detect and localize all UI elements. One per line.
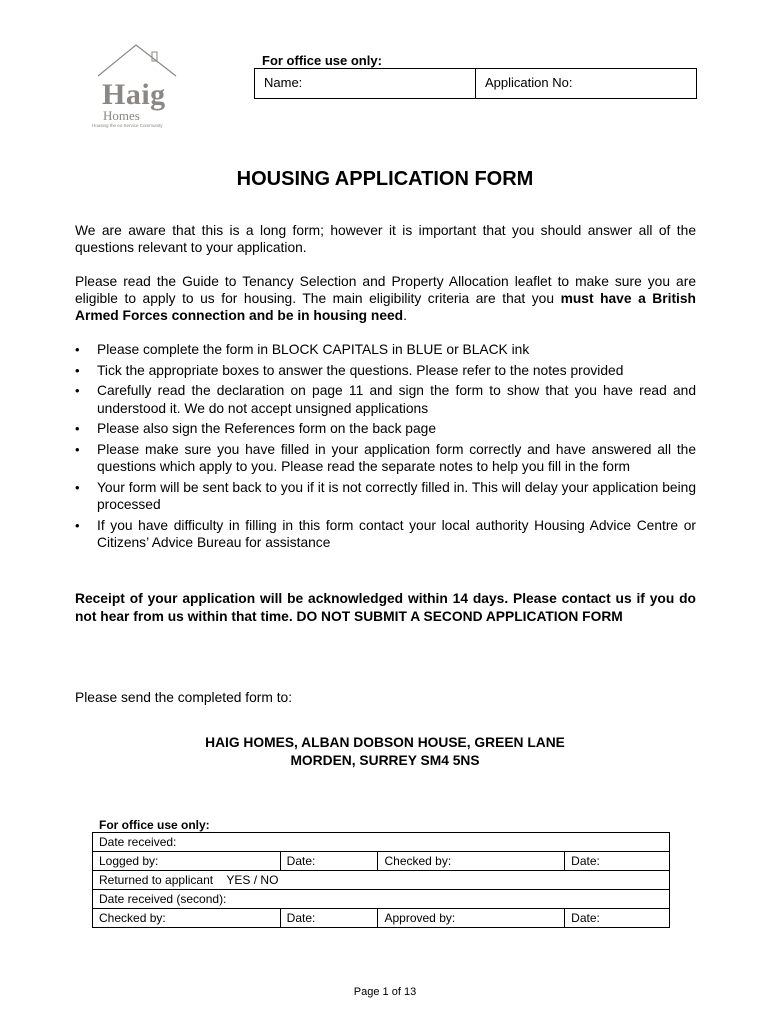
logged-by-label: Logged by: bbox=[99, 854, 159, 868]
table-row bbox=[93, 909, 670, 928]
list-item: • Please also sign the References form on the back page bbox=[75, 420, 696, 438]
date-label: Date: bbox=[286, 854, 316, 868]
yes-no-option[interactable]: YES / NO bbox=[226, 873, 279, 887]
date-received-cell[interactable] bbox=[93, 833, 670, 852]
date-received-second-label: Date received (second): bbox=[99, 892, 227, 906]
guide-end: . bbox=[403, 308, 407, 323]
table-row bbox=[93, 852, 670, 871]
checked-by-label: Checked by: bbox=[384, 854, 452, 868]
table-row bbox=[93, 890, 670, 909]
logged-by-cell[interactable] bbox=[93, 852, 281, 871]
returned-cell[interactable] bbox=[93, 871, 670, 890]
checked-date-cell[interactable] bbox=[565, 852, 670, 871]
application-no-label: Application No: bbox=[485, 75, 573, 90]
name-field[interactable] bbox=[255, 69, 475, 98]
date-received-second-cell[interactable] bbox=[93, 890, 670, 909]
address-line-1: HAIG HOMES, ALBAN DOBSON HOUSE, GREEN LANE bbox=[205, 735, 565, 750]
logged-date-cell[interactable] bbox=[280, 852, 378, 871]
list-item: • If you have difficulty in filling in this form contact your local authority Housing Advice Centre or Citizens’ Advice Bureau for assistance bbox=[75, 517, 696, 552]
date-received-label: Date received: bbox=[99, 835, 177, 849]
list-item: • Please complete the form in BLOCK CAPITALS in BLUE or BLACK ink bbox=[75, 341, 696, 359]
guide-bold-text: must have a British Armed Forces connection and be in housing need bbox=[75, 291, 696, 323]
address-line-2: MORDEN, SURREY SM4 5NS bbox=[290, 752, 480, 768]
page-number: Page 1 of 13 bbox=[353, 986, 417, 998]
checked-by-cell[interactable] bbox=[378, 852, 565, 871]
checked-date-cell-2[interactable] bbox=[280, 909, 378, 928]
table-row bbox=[93, 833, 670, 852]
guide-paragraph bbox=[75, 273, 696, 324]
list-item: • Tick the appropriate boxes to answer the questions. Please refer to the notes provided bbox=[75, 362, 696, 380]
office-use-label-top: For office use only: bbox=[262, 53, 382, 68]
page-title: HOUSING APPLICATION FORM bbox=[236, 168, 534, 190]
table-row bbox=[93, 871, 670, 890]
list-item: • Your form will be sent back to you if it is not correctly filled in. This will delay your application being processed bbox=[75, 479, 696, 514]
date-label: Date: bbox=[286, 911, 316, 925]
postal-address bbox=[0, 734, 770, 769]
checked-by-cell-2[interactable] bbox=[93, 909, 281, 928]
office-use-table-top bbox=[254, 68, 697, 99]
application-no-field[interactable] bbox=[475, 69, 696, 98]
approved-date-cell[interactable] bbox=[565, 909, 670, 928]
date-label: Date: bbox=[571, 911, 600, 925]
approved-by-label: Approved by: bbox=[384, 911, 456, 925]
send-to-text: Please send the completed form to: bbox=[75, 690, 293, 705]
date-label: Date: bbox=[571, 854, 600, 868]
logo-tagline: Housing the ex-Service Community bbox=[92, 123, 163, 128]
checked-by-label: Checked by: bbox=[99, 911, 166, 925]
logo-sub: Homes bbox=[103, 108, 140, 123]
office-use-table-bottom bbox=[92, 832, 670, 928]
approved-by-cell[interactable] bbox=[378, 909, 565, 928]
guide-text: Please read the Guide to Tenancy Selection and Property Allocation leaflet to make sure you are eligible to apply to us for housing. The main eligibility criteria are that you bbox=[75, 274, 696, 306]
returned-label: Returned to applicant bbox=[99, 873, 214, 887]
haig-homes-logo bbox=[92, 42, 182, 132]
list-item: • Carefully read the declaration on page 11 and sign the form to show that you have read and understood it. We do not accept unsigned applications bbox=[75, 382, 696, 417]
name-label: Name: bbox=[264, 75, 303, 90]
list-item: • Please make sure you have filled in your application form correctly and have answered all the questions which apply to you. Please read the separate notes to help you fill in the form bbox=[75, 441, 696, 476]
receipt-notice: Receipt of your application will be acknowledged within 14 days. Please contact us if you do not hear from us within that time. DO NOT SUBMIT A SECOND APPLICATION FORM bbox=[75, 591, 696, 624]
instructions-list bbox=[75, 341, 696, 555]
office-use-label-bottom: For office use only: bbox=[99, 818, 210, 832]
intro-paragraph: We are aware that this is a long form; however it is important that you should answer all of the questions relevant to your application. bbox=[75, 223, 696, 255]
logo-name: Haig bbox=[102, 78, 166, 111]
